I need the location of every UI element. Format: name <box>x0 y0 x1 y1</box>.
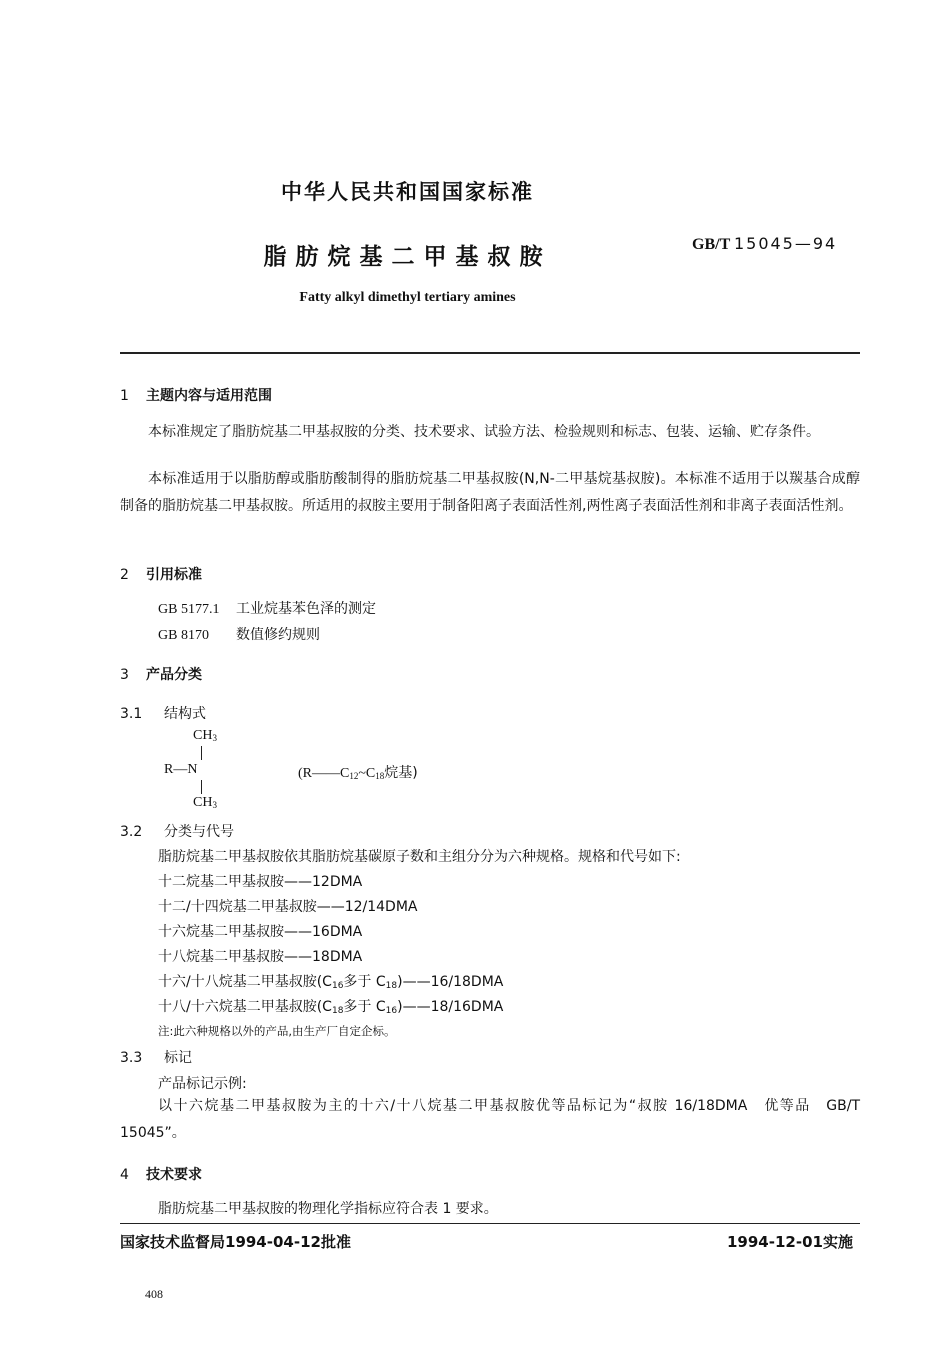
subsection-3-1-heading <box>120 703 206 723</box>
formula-ch3-top <box>193 728 217 744</box>
section-1-paragraph-2: 本标准适用于以脂肪醇或脂肪酸制得的脂肪烷基二甲基叔胺(N,N-二甲基烷基叔胺)。本标准不适用于以羰基合成醇制备的脂肪烷基二甲基叔胺。所适用的叔胺主要用于制备阳离子表面活性剂,两性离子表面活性剂和非离子表面活性剂。 <box>120 471 860 514</box>
subsection-3-1-title: 结构式 <box>164 706 206 722</box>
classification-item: 十八烷基二甲基叔胺——18DMA <box>158 949 363 965</box>
subsection-3-3-heading <box>120 1047 192 1067</box>
reference-name: 工业烷基苯色泽的测定 <box>236 601 376 617</box>
formula-bond-bottom <box>201 780 202 794</box>
formula-ch3-bottom-sub: 3 <box>212 800 217 810</box>
marking-example-text: 以十六烷基二甲基叔胺为主的十六/十八烷基二甲基叔胺优等品标记为“叔胺 16/18DMA 优等品 GB/T 15045”。 <box>120 1098 860 1141</box>
section-3-title: 产品分类 <box>146 667 202 683</box>
reference-code: GB 8170 <box>158 628 209 643</box>
section-1-heading <box>120 385 272 405</box>
section-3-number: 3 <box>120 667 129 683</box>
page-number: 408 <box>145 1287 163 1301</box>
classification-intro: 脂肪烷基二甲基叔胺依其脂肪烷基碳原子数和主组分分为六种规格。规格和代号如下: <box>158 849 681 865</box>
standard-code-prefix: GB/T <box>692 236 730 253</box>
footer-divider <box>120 1223 860 1224</box>
subsection-3-2-number: 3.2 <box>120 824 143 840</box>
formula-close: 烷基) <box>384 765 418 781</box>
classification-note: 注:此六种规格以外的产品,由生产厂自定企标。 <box>158 1024 396 1038</box>
formula-ch3-bottom <box>193 795 217 811</box>
subsection-3-1-number: 3.1 <box>120 706 143 722</box>
item5-sub-1: 16 <box>331 981 344 991</box>
formula-bond-top <box>201 746 202 760</box>
section-2-number: 2 <box>120 567 129 583</box>
item6-part-c: )——18/16DMA <box>397 999 504 1015</box>
classification-item <box>158 971 503 991</box>
item5-part-c: )——16/18DMA <box>397 974 504 990</box>
subsection-3-2-title: 分类与代号 <box>164 824 234 840</box>
classification-item: 十六烷基二甲基叔胺——16DMA <box>158 924 363 940</box>
formula-open: (R——C <box>298 766 350 781</box>
section-4-title: 技术要求 <box>146 1167 202 1183</box>
section-4-paragraph: 脂肪烷基二甲基叔胺的物理化学指标应符合表 1 要求。 <box>158 1201 498 1217</box>
item6-sub-2: 16 <box>385 1006 398 1016</box>
formula-alkyl-range <box>298 762 418 782</box>
item6-sub-1: 18 <box>331 1006 344 1016</box>
section-2-heading <box>120 564 202 584</box>
classification-item: 十二烷基二甲基叔胺——12DMA <box>158 874 363 890</box>
formula-sub-12: 12 <box>349 771 359 781</box>
document-title-en: Fatty alkyl dimethyl tertiary amines <box>299 290 516 305</box>
header-divider <box>120 352 860 354</box>
formula-ch3-top-sub: 3 <box>212 733 217 743</box>
approval-line: 国家技术监督局1994-04-12批准 <box>120 1233 351 1251</box>
section-1-paragraph-1: 本标准规定了脂肪烷基二甲基叔胺的分类、技术要求、试验方法、检验规则和标志、包装、运输、贮存条件。 <box>148 424 820 440</box>
classification-item <box>158 996 503 1016</box>
classification-item: 十二/十四烷基二甲基叔胺——12/14DMA <box>158 899 418 915</box>
formula-mid: ~C <box>358 766 376 781</box>
standard-code <box>692 234 837 254</box>
subsection-3-3-number: 3.3 <box>120 1050 143 1066</box>
reference-row <box>158 624 320 644</box>
marking-example-label: 产品标记示例: <box>158 1076 247 1092</box>
formula-ch3-bottom-text: CH <box>193 795 213 810</box>
section-3-heading <box>120 664 202 684</box>
implementation-date: 1994-12-01实施 <box>727 1233 853 1251</box>
subsection-3-3-title: 标记 <box>164 1050 192 1066</box>
standard-code-number: 15045—94 <box>733 234 838 253</box>
section-4-heading <box>120 1164 202 1184</box>
formula-r-n: R—N <box>164 762 198 777</box>
reference-row <box>158 598 376 618</box>
item6-part-a: 十八/十六烷基二甲基叔胺(C <box>158 999 332 1015</box>
item5-part-b: 多于 C <box>343 974 386 990</box>
section-1-number: 1 <box>120 388 129 404</box>
reference-name: 数值修约规则 <box>236 627 320 643</box>
document-title-cn: 脂肪烷基二甲基叔胺 <box>263 244 552 270</box>
section-4-number: 4 <box>120 1167 129 1183</box>
item5-part-a: 十六/十八烷基二甲基叔胺(C <box>158 974 332 990</box>
item6-part-b: 多于 C <box>343 999 386 1015</box>
formula-sub-18: 18 <box>375 771 385 781</box>
formula-ch3-top-text: CH <box>193 728 213 743</box>
national-standard-heading: 中华人民共和国国家标准 <box>281 180 534 204</box>
subsection-3-2-heading <box>120 821 234 841</box>
reference-code: GB 5177.1 <box>158 602 220 617</box>
section-1-title: 主题内容与适用范围 <box>146 388 272 404</box>
section-2-title: 引用标准 <box>146 567 202 583</box>
item5-sub-2: 18 <box>385 981 398 991</box>
